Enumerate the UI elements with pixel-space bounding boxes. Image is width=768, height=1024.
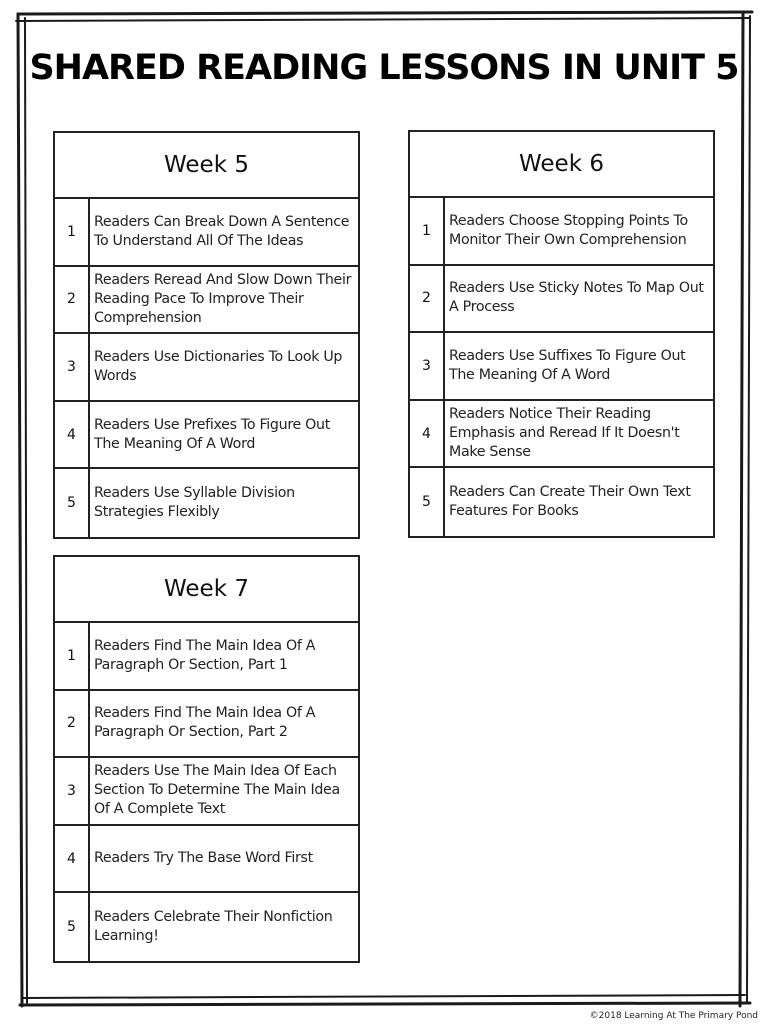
week-heading: Week 7 [55,557,358,623]
lesson-row [55,199,358,267]
lesson-number: 4 [55,826,90,892]
lesson-row [410,266,713,334]
lesson-title: Readers Can Create Their Own Text Features For Books [449,484,691,520]
lesson-number: 2 [55,267,90,333]
lesson-number: 4 [410,401,445,467]
lesson-row [55,469,358,537]
lesson-row [410,401,713,469]
lesson-title: Readers Find The Main Idea Of A Paragraph Or Section, Part 2 [94,705,316,741]
lesson-row [410,198,713,266]
lesson-title: Readers Use Prefixes To Figure Out The Meaning Of A Word [94,416,330,452]
lesson-row [55,334,358,402]
lesson-number: 2 [410,266,445,332]
lesson-row [55,893,358,961]
lesson-number: 1 [55,199,90,265]
week-6-table [408,130,715,538]
lesson-row [55,758,358,826]
lesson-row [55,402,358,470]
lesson-title: Readers Try The Base Word First [94,850,313,867]
lesson-number: 5 [55,469,90,537]
lesson-row [410,333,713,401]
lesson-title: Readers Use Sticky Notes To Map Out A Process [449,280,704,316]
lesson-title: Readers Reread And Slow Down Their Reading Pace To Improve Their Comprehension [94,271,352,326]
lesson-title: Readers Can Break Down A Sentence To Understand All Of The Ideas [94,213,350,249]
copyright-notice: ©2018 Learning At The Primary Pond [589,1011,758,1021]
lesson-number: 5 [410,468,445,536]
lesson-number: 2 [55,691,90,757]
lesson-title: Readers Use The Main Idea Of Each Section To Determine The Main Idea Of A Complete Text [94,763,340,818]
lesson-title: Readers Notice Their Reading Emphasis and Reread If It Doesn't Make Sense [449,406,680,461]
lesson-number: 3 [410,333,445,399]
week-7-table [53,555,360,963]
week-heading: Week 6 [410,132,713,198]
lesson-number: 5 [55,893,90,961]
lesson-title: Readers Use Suffixes To Figure Out The Meaning Of A Word [449,347,686,383]
lesson-title: Readers Use Syllable Division Strategies Flexibly [94,485,295,521]
lesson-row [55,691,358,759]
lesson-row [55,826,358,894]
lesson-number: 3 [55,334,90,400]
lesson-title: Readers Celebrate Their Nonfiction Learning! [94,909,333,945]
lesson-title: Readers Choose Stopping Points To Monitor Their Own Comprehension [449,212,688,248]
lesson-row [55,623,358,691]
lesson-number: 1 [410,198,445,264]
page-title: SHARED READING LESSONS IN UNIT 5 [29,48,739,88]
lesson-number: 3 [55,758,90,824]
lesson-title: Readers Use Dictionaries To Look Up Words [94,348,343,384]
lesson-number: 4 [55,402,90,468]
lesson-number: 1 [55,623,90,689]
week-heading: Week 5 [55,133,358,199]
lesson-row [410,468,713,536]
lesson-row [55,267,358,335]
week-5-table [53,131,360,539]
lesson-title: Readers Find The Main Idea Of A Paragraph Or Section, Part 1 [94,637,316,673]
